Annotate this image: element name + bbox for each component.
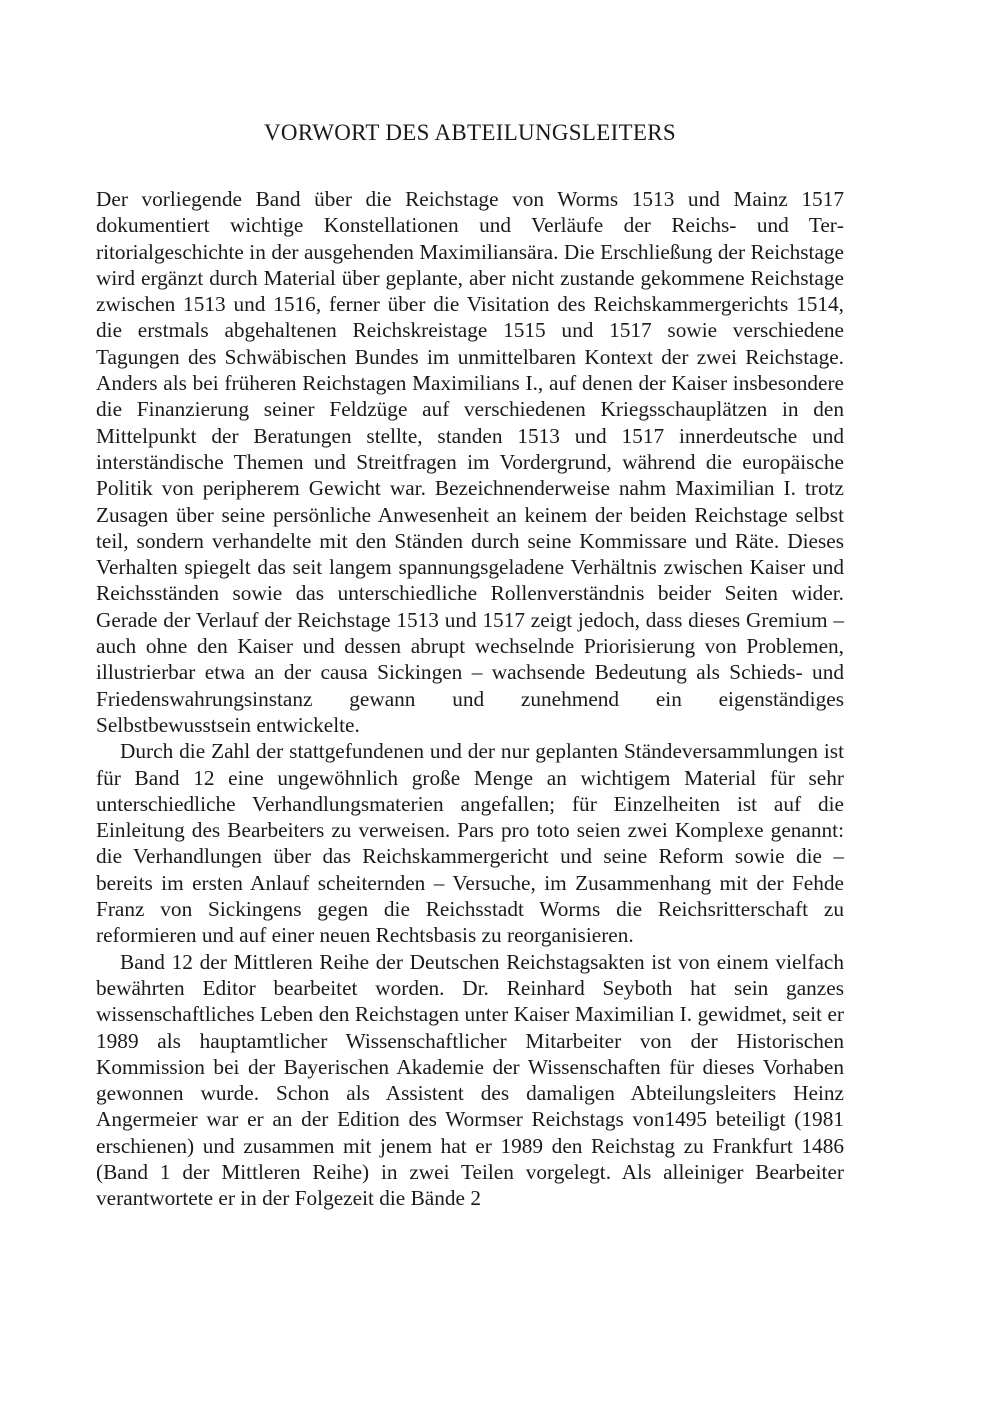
paragraph-2: Durch die Zahl der stattgefundenen und der nur geplanten Ständeversammlungen ist für Band 12 eine ungewöhnlich große Menge an wichtigem Material für sehr unterschiedliche Verhandlungsmaterien angefallen; für Einzelheiten ist auf die Einleitung des Bearbeiters zu verweisen. Pars pro toto seien zwei Komplexe genannt: die Verhandlungen über das Reichskammergericht und seine Reform sowie die – bereits im ersten Anlauf scheiternden – Versuche, im Zusammenhang mit der Fehde Franz von Sickingens gegen die Reichsstadt Worms die Reichsritterschaft zu reformieren und auf einer neuen Rechtsbasis zu reorganisieren. (96, 739, 844, 948)
page-title: VORWORT DES ABTEILUNGSLEITERS (264, 120, 676, 145)
document-page (96, 118, 844, 1212)
paragraph-1: Der vorliegende Band über die Reichstage von Worms 1513 und Mainz 1517 dokumentiert wichtige Konstellationen und Verläufe der Reichs- und Territorialgeschichte in der ausgehenden Maximiliansära. Die Erschließung der Reichstage wird ergänzt durch Material über geplante, aber nicht zustande gekommene Reichstage zwischen 1513 und 1516, ferner über die Visitation des Reichskammergerichts 1514, die erstmals abgehaltenen Reichskreistage 1515 und 1517 sowie verschiedene Tagungen des Schwäbischen Bundes im unmittelbaren Kontext der zwei Reichstage. Anders als bei früheren Reichstagen Maximilians I., auf denen der Kaiser insbesondere die Finanzierung seiner Feldzüge auf verschiedenen Kriegsschauplätzen in den Mittelpunkt der Beratungen stellte, standen 1513 und 1517 innerdeutsche und interständische Themen und Streitfragen im Vordergrund, während die europäische Politik von peripherem Gewicht war. Bezeichnenderweise nahm Maximilian I. trotz Zusagen über seine persönliche Anwesenheit an keinem der beiden Reichstage selbst teil, sondern verhandelte mit den Ständen durch seine Kommissare und Räte. Dieses Verhalten spiegelt das seit langem spannungsgeladene Verhältnis zwischen Kaiser und Reichsständen sowie das unterschiedliche Rollenverständnis beider Seiten wider. Gerade der Verlauf der Reichstage 1513 und 1517 zeigt jedoch, dass dieses Gremium – auch ohne den Kaiser und dessen abrupt wechselnde Priorisierung von Problemen, illustrierbar etwa an der causa Sickingen – wachsende Bedeutung als Schieds- und Friedenswahrungsinstanz gewann und zunehmend ein eigenständiges Selbstbewusstsein entwickelte. (96, 187, 844, 737)
paragraph-3: Band 12 der Mittleren Reihe der Deutschen Reichstagsakten ist von einem vielfach bewährten Editor bearbeitet worden. Dr. Reinhard Seyboth hat sein ganzes wissenschaftliches Leben den Reichstagen unter Kaiser Maximilian I. gewidmet, seit er 1989 als hauptamtlicher Wissenschaftlicher Mitarbeiter von der Historischen Kommission bei der Bayerischen Akademie der Wissenschaften für dieses Vorhaben gewonnen wurde. Schon als Assistent des damaligen Abteilungsleiters Heinz Angermeier war er an der Edition des Wormser Reichstags von1495 beteiligt (1981 erschienen) und zusammen mit jenem hat er 1989 den Reichstag zu Frankfurt 1486 (Band 1 der Mittleren Reihe) in zwei Teilen vorgelegt. Als alleiniger Bearbeiter verantwortete er in der Folgezeit die Bände 2 (96, 949, 844, 1211)
